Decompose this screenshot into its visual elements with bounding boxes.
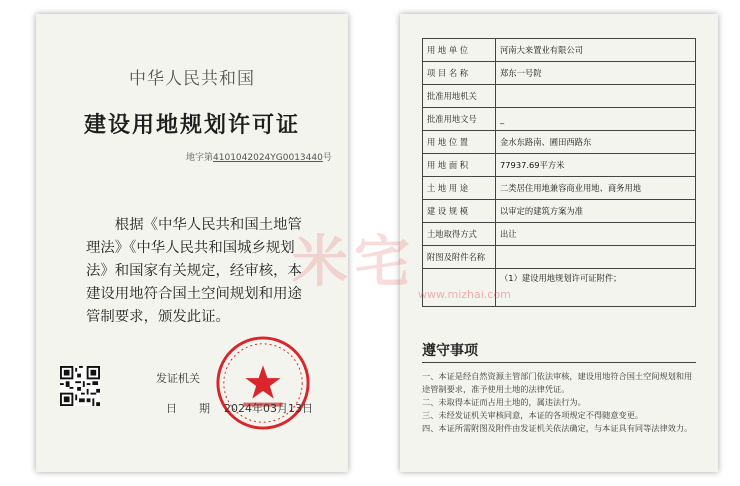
field-label: 土地取得方式 (423, 223, 496, 246)
certificate-title: 建设用地规划许可证 (83, 113, 300, 138)
qr-code-icon (60, 366, 100, 406)
field-value: （1）建设用地规划许可证附件； (496, 269, 696, 307)
field-label: 批准用地机关 (423, 85, 496, 108)
field-value: 金水东路南、圃田西路东 (496, 131, 696, 154)
field-label: 用 地 单 位 (423, 39, 496, 62)
field-value: 河南大来置业有限公司 (496, 39, 696, 62)
field-value: 以审定的建筑方案为准 (496, 200, 696, 223)
table-row (423, 223, 696, 246)
table-row (423, 85, 696, 108)
table-row (423, 39, 696, 62)
table-row (423, 62, 696, 85)
watermark-logo: 米宅 (292, 230, 416, 295)
cert-suffix: 号 (322, 153, 332, 163)
field-value: 出让 (496, 223, 696, 246)
rule-item: 二、未取得本证而占用土地的，属违法行为。 (422, 397, 586, 407)
certificate-number (186, 150, 332, 163)
field-value: 77937.69平方米 (496, 154, 696, 177)
table-row (423, 200, 696, 223)
certificate-body: 根据《中华人民共和国土地管理法》《中华人民共和国城乡规划法》和国家有关规定，经审核，本建设用地符合国土空间规划和用途管制要求，颁发此证。 (86, 217, 302, 325)
cert-number-value: 4101042024YG0013440 (213, 153, 323, 163)
table-row (423, 154, 696, 177)
table-row (423, 177, 696, 200)
official-seal-icon (214, 334, 312, 432)
rules-list (422, 370, 696, 435)
table-row (423, 246, 696, 269)
field-value (496, 85, 696, 108)
field-label: 用 地 位 置 (423, 131, 496, 154)
rule-item: 三、未经发证机关审核同意，本证的各项规定不得随意变更。 (422, 410, 644, 420)
rules-divider (422, 362, 696, 363)
watermark-url: www.mizhai.com (418, 288, 511, 301)
field-label: 批准用地文号 (423, 108, 496, 131)
issuer-label: 发证机关 (156, 372, 200, 385)
country-name: 中华人民共和国 (129, 69, 255, 89)
date-label: 日 期 (166, 402, 210, 415)
field-label: 用 地 面 积 (423, 154, 496, 177)
rule-item: 四、本证所需附图及附件由发证机关依法确定，与本证具有同等法律效力。 (422, 423, 693, 433)
field-value (496, 246, 696, 269)
issue-date: 2024年03月13日 (224, 402, 313, 415)
field-value: 二类居住用地兼容商业用地、商务用地 (496, 177, 696, 200)
field-label: 附图及附件名称 (423, 246, 496, 269)
field-label: 项 目 名 称 (423, 62, 496, 85)
field-value: 郑东一号院 (496, 62, 696, 85)
field-label: 土 地 用 途 (423, 177, 496, 200)
rules-title: 遵守事项 (422, 343, 478, 359)
field-value: _ (496, 108, 696, 131)
rule-item: 一、本证是经自然资源主管部门依法审核，建设用地符合国土空间规划和用途管制要求，准予使用土地的法律凭证。 (422, 371, 693, 394)
table-row (423, 131, 696, 154)
cert-prefix: 地字第 (186, 153, 214, 163)
field-label: 建 设 规 模 (423, 200, 496, 223)
table-row (423, 108, 696, 131)
certificate-back-page (400, 14, 718, 472)
land-info-table (422, 38, 696, 307)
